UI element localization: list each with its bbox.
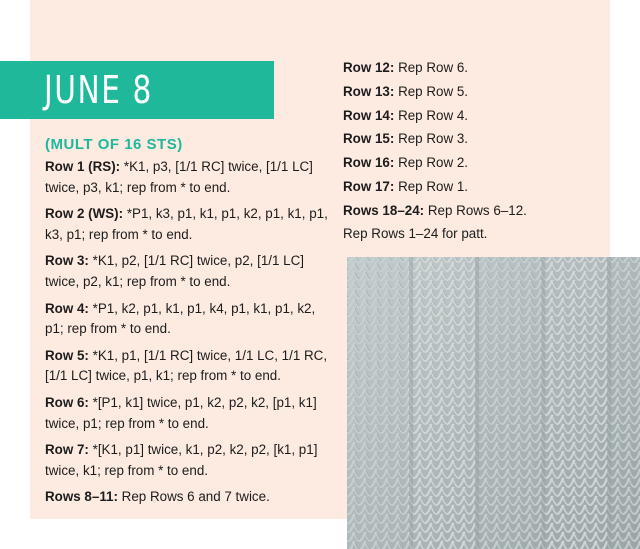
row-text: *[K1, p1] twice, k1, p2, k2, p2, [k1, p1] twice, k1; rep from * to end. <box>45 442 318 478</box>
pattern-row <box>45 393 335 434</box>
row-label: Row 7: <box>45 442 89 458</box>
row-text: Rep Rows 6 and 7 twice. <box>117 489 270 505</box>
pattern-row <box>343 153 623 174</box>
row-text: Rep Row 1. <box>394 178 469 194</box>
instructions-right-column <box>343 58 623 248</box>
row-text: *K1, p2, [1/1 RC] twice, p2, [1/1 LC] twice, p2, k1; rep from * to end. <box>45 253 305 289</box>
row-label: Row 15: <box>343 131 395 147</box>
row-label: Row 12: <box>343 60 395 75</box>
row-label: Row 4: <box>45 300 89 316</box>
row-text: Rep Row 3. <box>394 131 469 147</box>
pattern-row <box>45 440 335 481</box>
row-label: Row 14: <box>343 107 395 123</box>
row-label: Rows 18–24: <box>343 202 425 218</box>
row-text: *K1, p3, [1/1 RC] twice, [1/1 LC] twice, p3, k1; rep from * to end. <box>45 159 313 195</box>
instructions-left-column <box>45 135 335 514</box>
row-label: Row 2 (WS): <box>45 206 124 222</box>
row-label: Row 5: <box>45 347 89 363</box>
row-label: Row 6: <box>45 394 89 410</box>
pattern-row <box>45 157 335 198</box>
row-label: Rows 8–11: <box>45 489 118 505</box>
pattern-row <box>45 251 335 292</box>
row-label: Row 1 (RS): <box>45 159 121 174</box>
stitch-multiple: (MULT OF 16 STS) <box>45 136 183 153</box>
pattern-row <box>45 204 335 245</box>
row-text: Rep Row 5. <box>394 83 469 99</box>
row-text: Rep Rows 1–24 for patt. <box>343 226 488 242</box>
purl-channel <box>607 257 611 549</box>
pattern-row <box>343 58 623 79</box>
row-label: Row 3: <box>45 253 89 269</box>
pattern-row <box>343 224 623 245</box>
purl-channel <box>409 257 413 549</box>
purl-channel <box>541 257 545 549</box>
row-text: Rep Rows 6–12. <box>424 202 527 218</box>
row-text: *[P1, k1] twice, p1, k2, p2, k2, [p1, k1] twice, p1; rep from * to end. <box>45 394 317 431</box>
row-text: Rep Row 6. <box>394 60 469 75</box>
title-banner <box>0 61 274 119</box>
pattern-row <box>343 82 623 103</box>
row-label: Row 13: <box>343 83 395 99</box>
banner-title: JUNE 8 <box>44 68 153 112</box>
pattern-row <box>343 201 623 222</box>
pattern-row <box>343 177 623 198</box>
row-text: Rep Row 4. <box>394 107 469 123</box>
row-text: *P1, k2, p1, k1, p1, k4, p1, k1, p1, k2, p1; rep from * to end. <box>45 300 316 337</box>
row-text: *K1, p1, [1/1 RC] twice, 1/1 LC, 1/1 RC, [1/1 LC] twice, p1, k1; rep from * to end. <box>45 347 328 384</box>
row-text: *P1, k3, p1, k1, p1, k2, p1, k1, p1, k3, p1; rep from * to end. <box>45 206 328 242</box>
knit-swatch-photo <box>347 257 640 549</box>
purl-channel <box>475 257 479 549</box>
row-label: Row 16: <box>343 155 395 171</box>
pattern-row <box>45 346 335 387</box>
pattern-row <box>45 299 335 340</box>
row-label: Row 17: <box>343 178 395 194</box>
row-text: Rep Row 2. <box>394 155 469 171</box>
pattern-row <box>343 129 623 150</box>
pattern-row <box>45 487 335 508</box>
pattern-row <box>343 106 623 127</box>
